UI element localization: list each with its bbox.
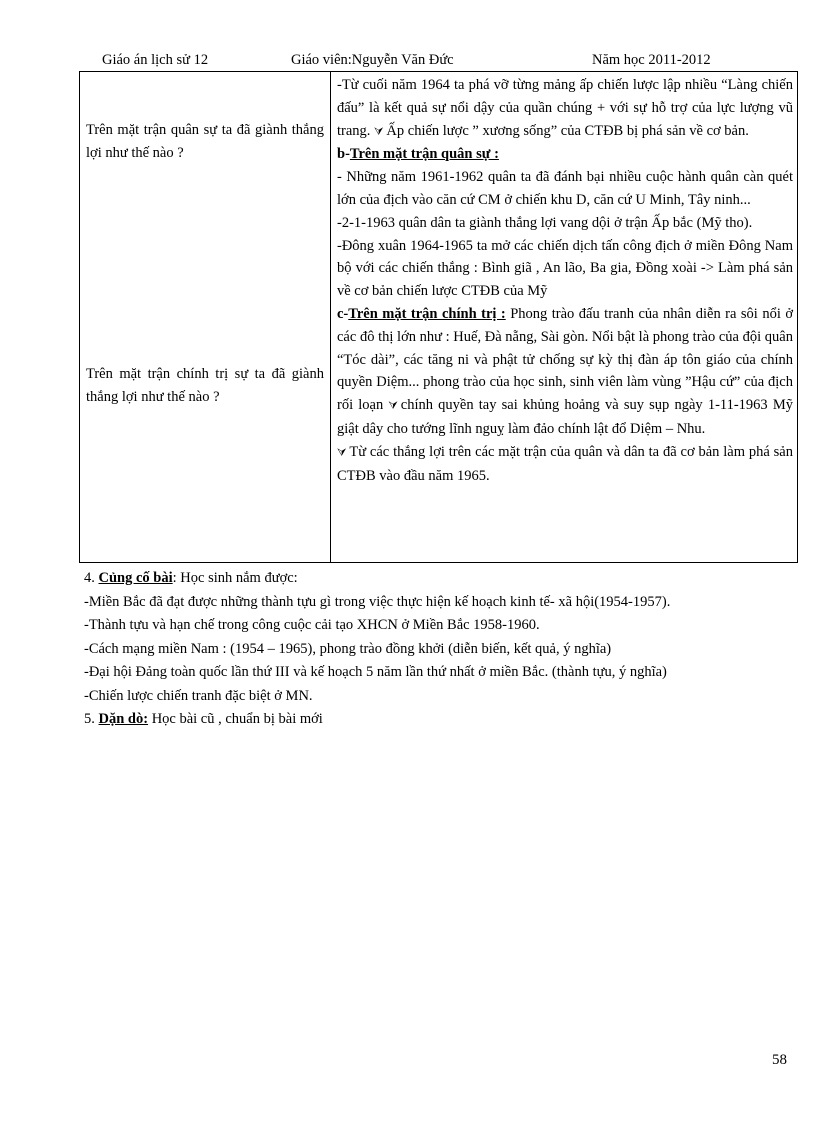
arrow-down-icon: ⮛ bbox=[337, 445, 347, 459]
section-5-prefix: 5. bbox=[84, 711, 99, 727]
list-item: -Chiến lược chiến tranh đặc biệt ở MN. bbox=[84, 687, 313, 704]
list-item: -Miền Bắc đã đạt được những thành tựu gì trong việc thực hiện kế hoạch kinh tế- xã hội(1954-1957). bbox=[84, 593, 671, 610]
page-number: 58 bbox=[772, 1052, 787, 1068]
table-row bbox=[80, 72, 798, 563]
section-c-paragraph bbox=[337, 303, 793, 441]
answer-column bbox=[331, 72, 798, 563]
answer-paragraph bbox=[337, 74, 793, 143]
arrow-down-icon: ⮛ bbox=[374, 124, 384, 138]
section-4-heading bbox=[84, 567, 796, 591]
list-item: -Cách mạng miền Nam : (1954 – 1965), phong trào đồng khởi (diễn biến, kết quả, ý nghĩa) bbox=[84, 640, 612, 657]
list-item: -Thành tựu và hạn chế trong công cuộc cải tạo XHCN ở Miền Bắc 1958-1960. bbox=[84, 617, 540, 633]
header-subject: Giáo án lịch sử 12 bbox=[102, 52, 209, 68]
section-b-heading bbox=[337, 143, 793, 166]
question-political: Trên mặt trận chính trị sự ta đã giành thắng lợi như thế nào ? bbox=[86, 366, 324, 405]
section-4-suffix: : Học sinh nắm được: bbox=[172, 570, 298, 586]
list-item: -Đại hội Đảng toàn quốc lần thứ III và kế hoạch 5 năm lần thứ nhất ở miền Bắc. (thành tựu, ý nghĩa) bbox=[84, 664, 667, 680]
header-teacher: Giáo viên:Nguyễn Văn Đức bbox=[291, 52, 454, 68]
section-5-title: Dặn dò: bbox=[98, 711, 149, 727]
c1-text: Phong trào đấu tranh của nhân diễn ra sôi nổi ở các đô thị lớn như : Huế, Đà nẵng, Sài gòn. Nổi bật là phong trào của đội quân “Tóc dài”, các tăng ni và phật tử chống sự kỳ thị đàn áp tôn giáo của chính quyền Diệm... phong trào của học sinh, sinh viên làm vùng ”Hậu cứ” của địch rối loạn bbox=[337, 305, 793, 414]
question-military: Trên mặt trận quân sự ta đã giành thắng lợi như thế nào ? bbox=[86, 122, 324, 161]
answer-paragraph bbox=[337, 441, 793, 488]
p1-text: -Từ cuối năm 1964 ta phá vỡ từng mảng ấp chiến lược lập nhiều “Làng chiến đấu” là kết quả sự nổi dậy của quần chúng + với sự hỗ trợ của lực lượng vũ trang. bbox=[337, 77, 793, 139]
section-b-title: Trên mặt trận quân sự : bbox=[349, 146, 499, 163]
header-school-year: Năm học 2011-2012 bbox=[592, 52, 711, 68]
answer-paragraph: -Đông xuân 1964-1965 ta mở các chiến dịch tấn công địch ở miền Đông Nam bộ với các chiến thắng : Bình giã , An lão, Ba gia, Đồng xoài -> Làm phá sản về cơ bản chiến lược CTĐB của Mỹ bbox=[337, 237, 793, 300]
section-c-prefix: c- bbox=[337, 305, 349, 322]
c1-arrow-text: chính quyền tay sai khủng hoảng và suy sụp ngày 1-11-1963 Mỹ giật dây cho tướng lĩnh nguỵ làm đảo chính lật đổ Diệm – Nhu. bbox=[337, 397, 793, 437]
section-c-title: Trên mặt trận chính trị : bbox=[348, 305, 506, 322]
summary-section bbox=[84, 567, 796, 732]
section-4-prefix: 4. bbox=[84, 570, 99, 586]
answer-paragraph: - Những năm 1961-1962 quân ta đã đánh bại nhiều cuộc hành quân càn quét lớn của địch vào căn cứ CM ở chiến khu D, căn cứ U Minh, Tây ninh... bbox=[337, 169, 793, 208]
section-4-title: Củng cố bài bbox=[98, 570, 173, 586]
page-header bbox=[0, 52, 816, 72]
c2-arrow-text: Từ các thắng lợi trên các mặt trận của quân và dân ta đã cơ bản làm phá sản CTĐB vào đầu năm 1965. bbox=[337, 443, 793, 484]
question-column bbox=[80, 72, 331, 563]
section-5-heading bbox=[84, 708, 796, 732]
answer-paragraph: -2-1-1963 quân dân ta giành thắng lợi vang dội ở trận Ấp bắc (Mỹ tho). bbox=[337, 214, 753, 231]
section-b-prefix: b- bbox=[337, 146, 350, 163]
p1-arrow-text: Ấp chiến lược ” xương sống” của CTĐB bị phá sản về cơ bản. bbox=[386, 122, 749, 139]
arrow-down-icon: ⮛ bbox=[388, 399, 398, 413]
lesson-table bbox=[79, 71, 798, 563]
section-5-text: Học bài cũ , chuẩn bị bài mới bbox=[148, 711, 323, 727]
